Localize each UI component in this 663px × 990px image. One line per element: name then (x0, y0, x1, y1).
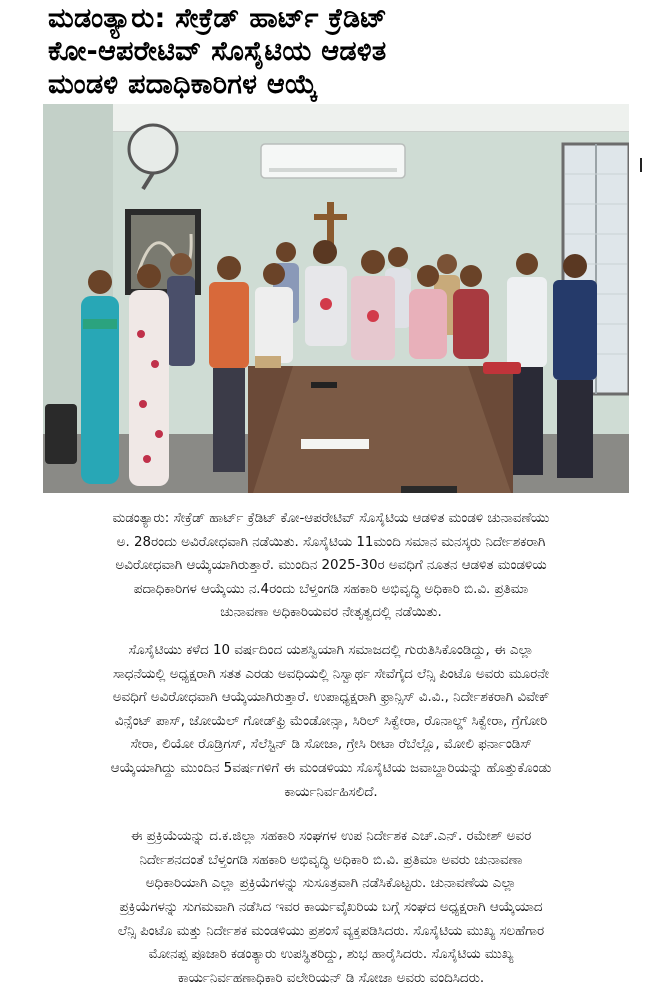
article-body (6, 507, 656, 990)
headline (48, 2, 608, 101)
p3-line-6: ಮೋನಪ್ಪ ಪೂಜಾರಿ ಕಡಂತ್ಯಾರು ಉಪಸ್ಥಿತರಿದ್ದು, ಶುಭ ಹಾರೈಸಿದರು. ಸೊಸೈಟಿಯ ಮುಖ್ಯ (148, 947, 514, 963)
headline-line-3: ಮಂಡಳಿ ಪದಾಧಿಕಾರಿಗಳ ಆಯ್ಕೆ (48, 69, 318, 100)
paragraph-2 (6, 639, 656, 804)
air-conditioner-icon (261, 144, 405, 178)
side-mark (640, 158, 642, 172)
p2-line-5: ಸೇರಾ, ಲಿಯೋ ರೊಡ್ರಿಗಸ್, ಸೆಲೆಸ್ಟಿನ್ ಡಿ ಸೋಜಾ, ಗ್ರೇಸಿ ರೀಟಾ ರೆಬೆಲ್ಲೊ, ಮೋಲಿ ಫರ್ನಾಂಡಿಸ್ (130, 737, 532, 753)
wall-fan-icon (129, 125, 177, 173)
p3-line-2: ನಿರ್ದೇಶನದಂತೆ ಬೆಳ್ತಂಗಡಿ ಸಹಕಾರಿ ಅಭಿವೃದ್ಧಿ ಅಧಿಕಾರಿ ಬಿ.ವಿ. ಪ್ರತಿಮಾ ಅವರು ಚುನಾವಣಾ (139, 852, 523, 868)
p2-line-3: ಅವಧಿಗೆ ಅವಿರೋಧವಾಗಿ ಆಯ್ಕೆಯಾಗಿರುತ್ತಾರೆ. ಉಪಾಧ್ಯಕ್ಷರಾಗಿ ಫ್ರಾನ್ಸಿಸ್ ವಿ.ವಿ., ನಿರ್ದೇಶಕರಾಗಿ ವಿವೇಕ್ (112, 690, 550, 706)
headline-line-2: ಕೋ-ಆಪರೇಟಿವ್ ಸೊಸೈಟಿಯ ಆಡಳಿತ (48, 36, 387, 67)
p3-line-1: ಈ ಪ್ರಕ್ರಿಯೆಯನ್ನು ದ.ಕ.ಜಿಲ್ಲಾ ಸಹಕಾರಿ ಸಂಘಗಳ ಉಪ ನಿರ್ದೇಶಕ ಎಚ್.ಎನ್. ರಮೇಶ್ ಅವರ (130, 829, 532, 845)
p2-line-1: ಸೊಸೈಟಿಯು ಕಳೆದ 10 ವರ್ಷದಿಂದ ಯಶಸ್ವಿಯಾಗಿ ಸಮಾಜದಲ್ಲಿ ಗುರುತಿಸಿಕೊಂಡಿದ್ದು, ಈ ಎಲ್ಲಾ (128, 642, 534, 658)
p2-line-7: ಕಾರ್ಯನಿರ್ವಹಿಸಲಿದೆ. (284, 784, 378, 800)
p2-line-6: ಆಯ್ಕೆಯಾಗಿದ್ದು ಮುಂದಿನ 5ವರ್ಷಗಳಿಗೆ ಈ ಮಂಡಳಿಯು ಸೊಸೈಟಿಯ ಜವಾಬ್ದಾರಿಯನ್ನು ಹೊತ್ತುಕೊಂಡು (110, 760, 552, 776)
p1-line-5: ಚುನಾವಣಾ ಅಧಿಕಾರಿಯವರ ನೇತೃತ್ವದಲ್ಲಿ ನಡೆಯಿತು. (220, 605, 442, 621)
p1-line-1: ಮಡಂತ್ಯಾರು: ಸೇಕ್ರೆಡ್ ಹಾರ್ಟ್ ಕ್ರೆಡಿಟ್ ಕೋ-ಆಪರೇಟಿವ್ ಸೊಸೈಟಿಯ ಆಡಳಿತ ಮಂಡಳಿ ಚುನಾವಣೆಯು (112, 511, 550, 526)
p3-line-4: ಪ್ರಕ್ರಿಯೆಗಳನ್ನು ಸುಗಮವಾಗಿ ನಡೆಸಿದ ಇವರ ಕಾರ್ಯವೈಖರಿಯ ಬಗ್ಗೆ ಸಂಘದ ಅಧ್ಯಕ್ಷರಾಗಿ ಆಯ್ಕೆಯಾದ (119, 899, 543, 915)
p3-line-7: ಕಾರ್ಯನಿರ್ವಹಣಾಧಿಕಾರಿ ವಲೇರಿಯನ್ ಡಿ ಸೋಜಾ ಅವರು ವಂದಿಸಿದರು. (177, 970, 485, 986)
p2-line-2: ಸಾಧನೆಯಲ್ಲಿ ಅಧ್ಯಕ್ಷರಾಗಿ ಸತತ ಎರಡು ಅವಧಿಯಲ್ಲಿ ನಿಸ್ವಾರ್ಥ ಸೇವೆಗೈದ ಲೆನ್ಸಿ ಪಿಂಟೊ ಅವರು ಮೂರನೇ (112, 666, 550, 682)
p1-line-4: ಪದಾಧಿಕಾರಿಗಳ ಆಯ್ಕೆಯು ನ.4ರಂದು ಬೆಳ್ತಂಗಡಿ ಸಹಕಾರಿ ಅಭಿವೃದ್ಧಿ ಅಧಿಕಾರಿ ಬಿ.ವಿ. ಪ್ರತಿಮಾ (133, 581, 529, 597)
paragraph-3 (6, 825, 656, 990)
paragraph-1 (6, 507, 656, 625)
p2-line-4: ವಿನ್ಸೆಂಟ್ ಪಾಸ್, ಜೋಯೆಲ್ ಗೋಡ್‌ಫ್ರಿ ಮೆಂಡೋನ್ಸಾ, ಸಿರಿಲ್ ಸಿಕ್ವೇರಾ, ರೊನಾಲ್ಡ್ ಸಿಕ್ವೇರಾ, ಗ್ರೆಗೋರಿ (114, 713, 548, 729)
p3-line-3: ಅಧಿಕಾರಿಯಾಗಿ ಎಲ್ಲಾ ಪ್ರಕ್ರಿಯೆಗಳನ್ನು ಸುಸೂತ್ರವಾಗಿ ನಡೆಸಿಕೊಟ್ಟರು. ಚುನಾವಣೆಯ ಎಲ್ಲಾ (145, 876, 517, 892)
p1-line-2: ಅ. 28ರಂದು ಅವಿರೋಧವಾಗಿ ನಡೆಯಿತು. ಸೊಸೈಟಿಯ 11ಮಂದಿ ಸಮಾನ ಮನಸ್ಕರು ನಿರ್ದೇಶಕರಾಗಿ (116, 534, 546, 550)
p1-line-3: ಅವಿರೋಧವಾಗಿ ಆಯ್ಕೆಯಾಗಿರುತ್ತಾರೆ. ಮುಂದಿನ 2025-30ರ ಅವಧಿಗೆ ನೂತನ ಆಡಳಿತ ಮಂಡಳಿಯ (115, 558, 547, 574)
group-photo-illustration (43, 104, 629, 493)
p3-line-5: ಲೆನ್ಸಿ ಪಿಂಟೊ ಮತ್ತು ನಿರ್ದೇಶಕ ಮಂಡಳಿಯು ಪ್ರಶಂಸೆ ವ್ಯಕ್ತಪಡಿಸಿದರು. ಸೊಸೈಟಿಯ ಮುಖ್ಯ ಸಲಹೆಗಾರ (117, 923, 545, 939)
group-photo (43, 104, 629, 493)
crucifix-icon (327, 202, 334, 246)
headline-line-1: ಮಡಂತ್ಯಾರು: ಸೇಕ್ರೆಡ್ ಹಾರ್ಟ್ ಕ್ರೆಡಿಟ್ (48, 3, 388, 34)
